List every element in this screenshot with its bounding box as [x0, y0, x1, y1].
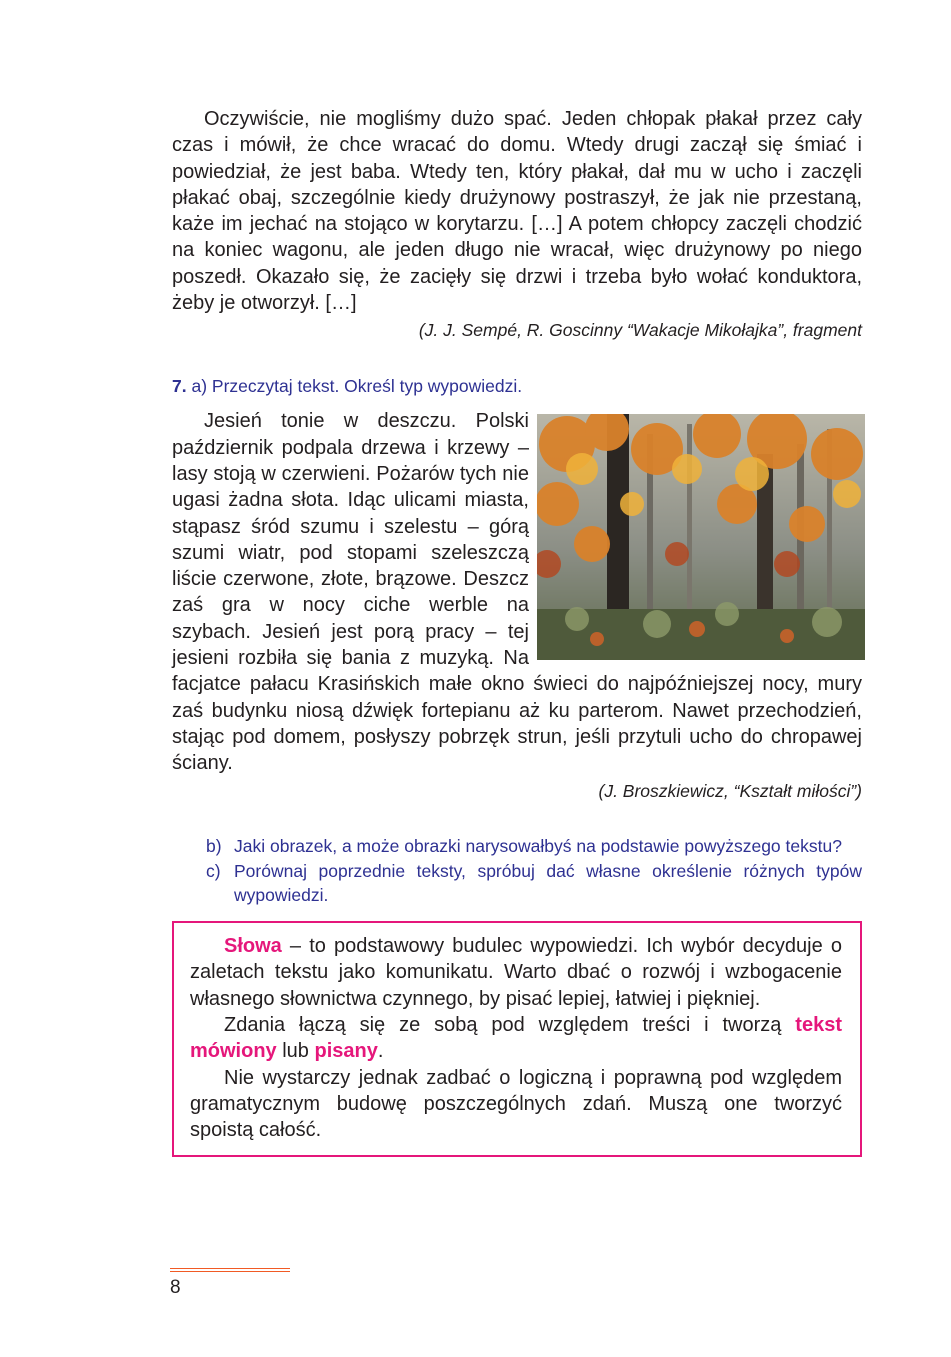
term-slowa: Słowa [224, 935, 282, 958]
term-tekst-mowiony: tekst mówiony [190, 1013, 842, 1063]
subitem-text: Porównaj poprzednie teksty, spróbuj dać własne określenie różnych typów wypowiedzi. [234, 861, 862, 905]
task-7-heading [172, 374, 862, 398]
task-7-subitems [206, 835, 862, 908]
excerpt-autumn-citation: (J. Broszkiewicz, “Kształt miłości”) [598, 780, 862, 801]
subitem-mark: c) [206, 861, 221, 882]
paragraph-text: Zdania łączą się ze sobą pod względem treści i tworzą [224, 1013, 796, 1036]
subitem-mark: b) [206, 835, 222, 856]
definition-text: – to podstawowy budulec wypowiedzi. Ich wybór decyduje o zaletach tekstu jako komunikatu. Warto dbać o rozwój i wzbogacenie własnego słownictwa czynnego, by pisać lepiej, łatwiej i piękniej. [190, 935, 842, 1010]
task-7a-instruction: a) Przeczytaj tekst. Określ typ wypowiedzi. [191, 376, 523, 397]
definition-paragraph-2 [190, 1012, 842, 1065]
paragraph-text: . [377, 1040, 384, 1063]
autumn-forest-photo [537, 414, 865, 660]
task-number: 7. [172, 376, 187, 397]
excerpt-mikolajek-citation: (J. J. Sempé, R. Goscinny “Wakacje Mikołajka”, fragment [418, 320, 862, 341]
paragraph-text: lub [276, 1040, 315, 1063]
term-pisany: pisany [314, 1040, 378, 1063]
subitem-text: Jaki obrazek, a może obrazki narysowałbyś na podstawie powyższego tekstu? [234, 835, 842, 856]
page-number: 8 [170, 1277, 181, 1298]
task-7b [206, 835, 862, 859]
footer-rule [170, 1268, 290, 1273]
definition-paragraph-3: Nie wystarczy jednak zadbać o logiczną i poprawną pod względem gramatycznym budowę poszczególnych zdań. Muszą one tworzyć spoistą całość. [190, 1066, 842, 1142]
definition-paragraph-1 [190, 933, 842, 1012]
excerpt-mikolajek: Oczywiście, nie mogliśmy dużo spać. Jeden chłopak płakał przez cały czas i mówił, że chce wracać do domu. Wtedy drugi zaczął się śmiać i powiedział, że jest baba. Wtedy ten, który płakał, dał mu w ucho i zaczęli płakać obaj, szczególnie kiedy drużynowy postraszył, że jak nie przestaną, każe im jechać na stojąco w korytarzu. […] A potem chłopcy zaczęli chodzić na koniec wagonu, ale jeden długo nie wracał, więc drużynowy po niego poszedł. Okazało się, że zacięły się drzwi i trzeba było wołać konduktora, żeby je otworzył. […] [172, 108, 862, 315]
task-7c [206, 860, 862, 907]
definition-box [172, 921, 862, 1157]
excerpt-autumn: Jesień tonie w deszczu. Polski październik podpala drzewa i krzewy – lasy stoją w czerwieni. Pożarów tych nie ugasi żadna słota. Idąc ulicami miasta, stąpasz śród szumu i szelestu – górą szumi wiatr, pod stopami szeleszczą liście czerwone, złote, brązowe. Deszcz zaś gra w nocy ciche werble na szybach. Jesień jest porą pracy – tej jesieni rozbiła się bania z muzyką. Na facjatce pałacu Krasińskich małe okno świeci do najpóźniejszej nocy, mury zaś budynku niosą dźwięk fortepianu aż ku parterom. Nawet przechodzień, stając pod domem, posłyszy pobrzęk strun, jeśli przytuli ucho do chropawej ściany. [172, 410, 862, 775]
page-content [172, 106, 862, 1157]
